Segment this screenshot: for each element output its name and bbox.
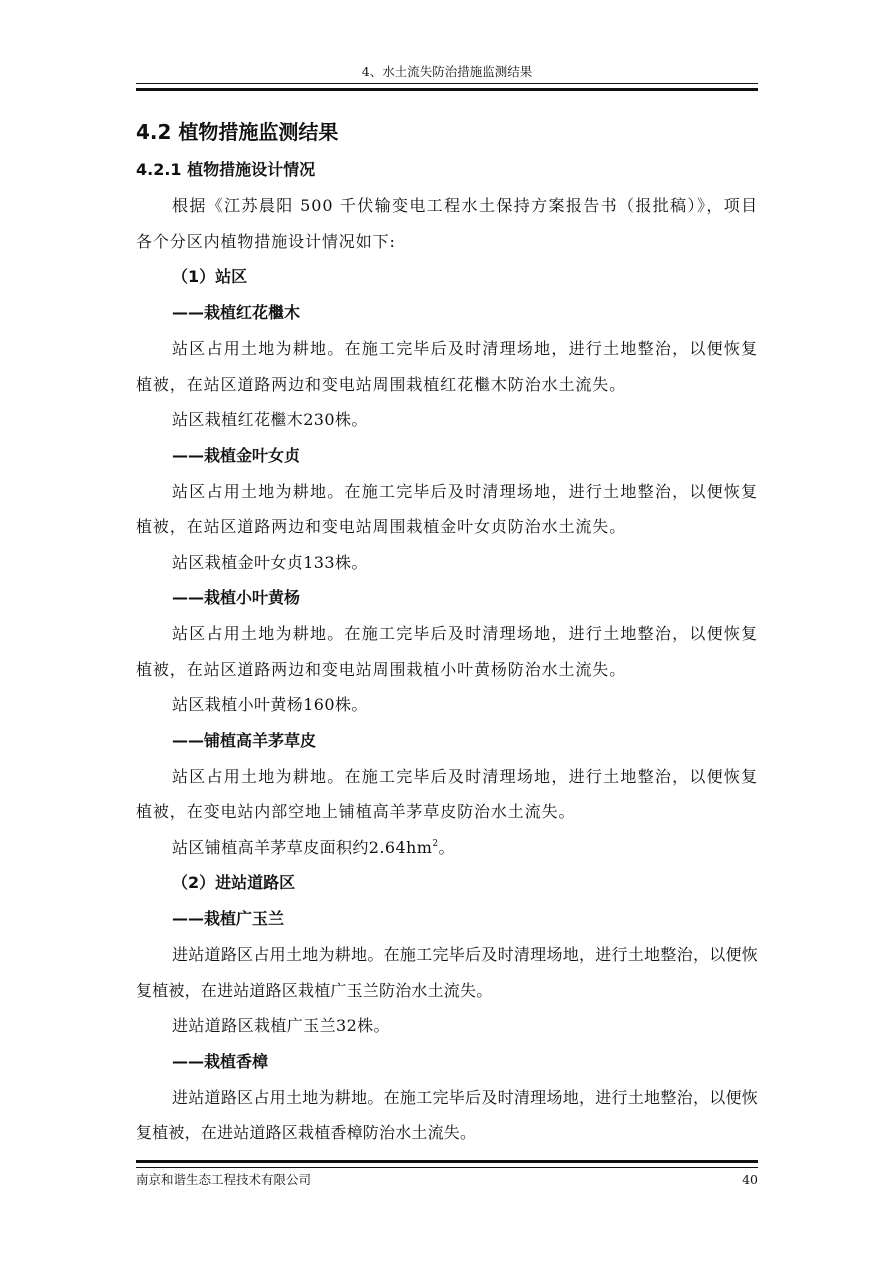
zone1-item1-title: ——栽植红花檵木 [172,303,301,322]
zone1-title: （1）站区 [172,267,248,286]
zone1-item3-title: ——栽植小叶黄杨 [172,588,301,607]
section-heading: 4.2 植物措施监测结果 [136,120,339,144]
zone1-item1-amount: 站区栽植红花檵木230株。 [172,410,368,429]
header-divider [136,83,758,91]
page-number: 40 [742,1172,758,1187]
footer-divider [136,1160,758,1168]
zone1-item4-amount-end: 。 [438,837,455,857]
intro-paragraph: 根据《江苏晨阳 500 千伏输变电工程水土保持方案报告书（报批稿）》，项目各个分区内植物措施设计情况如下: [136,196,758,251]
zone1-item2-amount: 站区栽植金叶女贞133株。 [172,552,368,572]
zone1-item4-amount [136,830,758,866]
page-body [136,112,758,1151]
zone1-item4-title: ——铺植高羊茅草皮 [172,730,317,750]
zone2-title: （2）进站道路区 [172,873,296,892]
zone1-item2-title: ——栽植金叶女贞 [172,445,301,465]
running-header: 4、水土流失防治措施监测结果 [361,64,533,79]
zone2-item2-title: ——栽植香樟 [172,1051,269,1071]
area-unit-superscript: 2 [432,838,439,849]
zone2-item1-text: 进站道路区占用土地为耕地。在施工完毕后及时清理场地，进行土地整治，以便恢复植被，在进站道路区栽植广玉兰防治水土流失。 [136,945,758,1000]
zone2-item1-title: ——栽植广玉兰 [172,909,285,928]
zone1-item4-text: 站区占用土地为耕地。在施工完毕后及时清理场地，进行土地整治，以便恢复植被，在变电站内部空地上铺植高羊茅草皮防治水土流失。 [136,766,758,821]
subsection-heading: 4.2.1 植物措施设计情况 [136,160,316,179]
zone2-item2-text: 进站道路区占用土地为耕地。在施工完毕后及时清理场地，进行土地整治，以便恢复植被，在进站道路区栽植香樟防治水土流失。 [136,1087,758,1142]
zone1-item3-text: 站区占用土地为耕地。在施工完毕后及时清理场地，进行土地整治，以便恢复植被，在站区道路两边和变电站周围栽植小叶黄杨防治水土流失。 [136,624,758,679]
zone1-item3-amount: 站区栽植小叶黄杨160株。 [172,695,368,714]
zone1-item2-text: 站区占用土地为耕地。在施工完毕后及时清理场地，进行土地整治，以便恢复植被，在站区道路两边和变电站周围栽植金叶女贞防治水土流失。 [136,481,758,536]
zone1-item1-text: 站区占用土地为耕地。在施工完毕后及时清理场地，进行土地整治，以便恢复植被，在站区道路两边和变电站周围栽植红花檵木防治水土流失。 [136,339,758,394]
zone2-item1-amount: 进站道路区栽植广玉兰32株。 [172,1016,390,1035]
zone1-item4-amount-text: 站区铺植高羊茅草皮面积约2.64hm [172,837,433,857]
footer-company: 南京和谐生态工程技术有限公司 [136,1172,312,1187]
